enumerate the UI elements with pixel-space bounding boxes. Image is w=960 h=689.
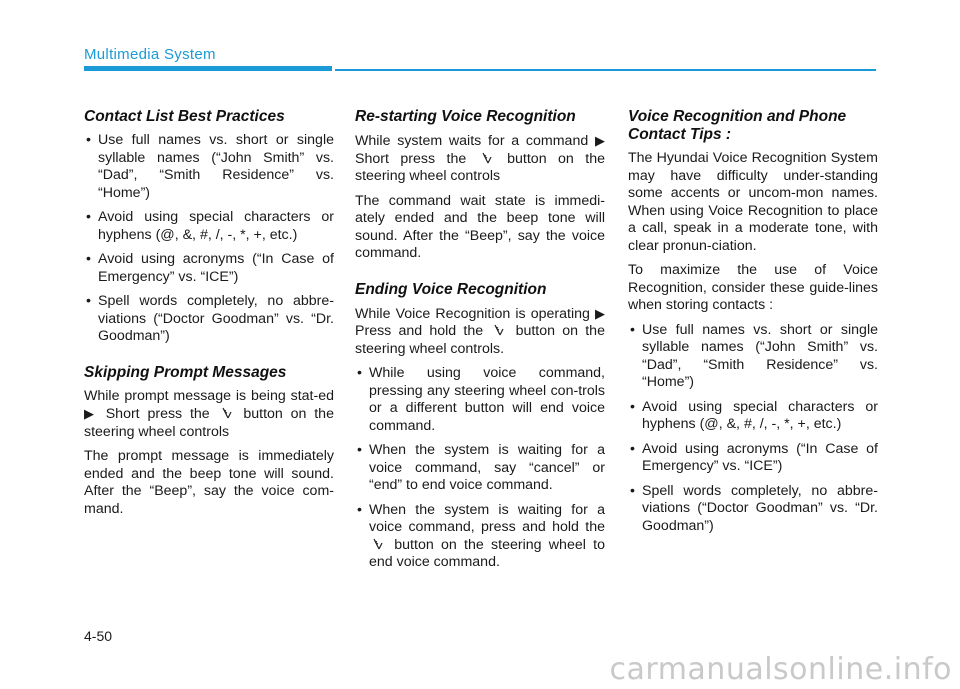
- paragraph: [355, 132, 605, 186]
- text-run: button on the steering wheel controls: [355, 150, 605, 184]
- list-item: • Avoid using acronyms (“In Case of Emergency” vs. “ICE”): [84, 251, 334, 286]
- column-2: [355, 108, 605, 579]
- play-arrow-icon: ▶: [595, 133, 605, 148]
- text-run: button on the steering wheel controls.: [355, 323, 605, 357]
- heading-ending-voice: Ending Voice Recognition: [355, 280, 547, 298]
- paragraph: [84, 388, 334, 442]
- text-run: button on the steering wheel to end voice command.: [369, 536, 605, 570]
- text-run: Short press the: [105, 406, 210, 422]
- text-run: When the system is waiting for a voice command, press and hold the: [369, 501, 605, 535]
- contact-list-bullets: [84, 132, 334, 346]
- watermark: carmanualsonline.info: [609, 652, 952, 687]
- list-item: • Use full names vs. short or single syllable names (“John Smith” vs. “Dad”, “Smith Residence” vs. “Home”): [84, 132, 334, 202]
- text-run: While Voice Recognition is operating: [355, 305, 590, 322]
- paragraph: The Hyundai Voice Recognition System may have difficulty under-standing some accents or uncom-mon names. When using Voice Recognition to place a call, speak in a moderate tone, with clear pronun-ciation.: [628, 150, 878, 254]
- text-run: While system waits for a command: [355, 133, 589, 149]
- heading-voice-phone-tips: Voice Recognition and Phone Contact Tips :: [628, 108, 847, 143]
- voice-recognition-icon: [220, 406, 234, 420]
- list-item: • Spell words completely, no abbre-viations (“Doctor Goodman” vs. “Dr. Goodman”): [84, 293, 334, 346]
- list-item: [355, 502, 605, 572]
- paragraph: The command wait state is immedi-ately ended and the beep tone will sound. After the “Beep”, say the voice command.: [355, 192, 605, 261]
- play-arrow-icon: ▶: [594, 305, 605, 321]
- text-run: Press and hold the: [355, 323, 484, 339]
- text-run: Short press the: [355, 150, 467, 167]
- list-item: • Use full names vs. short or single syllable names (“John Smith” vs. “Dad”, “Smith Residence” vs. “Home”): [628, 322, 878, 392]
- voice-recognition-icon: [371, 537, 385, 551]
- list-item: • Spell words completely, no abbre-viations (“Doctor Goodman” vs. “Dr. Goodman”): [628, 483, 878, 536]
- contact-tips-bullets: [628, 322, 878, 536]
- list-item: • Avoid using special characters or hyphens (@, &, #, /, -, *, +, etc.): [84, 209, 334, 244]
- heading-contact-list: Contact List Best Practices: [84, 108, 285, 125]
- paragraph: The prompt message is immediately ended and the beep tone will sound. After the “Beep”, say the voice com-mand.: [84, 448, 334, 517]
- column-3: [628, 108, 878, 542]
- header-bar-thick: [84, 66, 332, 71]
- heading-skipping-prompt: Skipping Prompt Messages: [84, 363, 287, 381]
- text-run: button on the steering wheel controls: [84, 406, 334, 440]
- paragraph: To maximize the use of Voice Recognition, consider these guide-lines when storing contacts :: [628, 262, 878, 313]
- heading-restarting-voice: Re-starting Voice Recognition: [355, 108, 576, 125]
- section-header: Multimedia System: [84, 46, 216, 63]
- list-item: • Avoid using special characters or hyphens (@, &, #, /, -, *, +, etc.): [628, 399, 878, 434]
- paragraph: [355, 305, 605, 359]
- ending-voice-bullets: [355, 365, 605, 572]
- list-item: • When the system is waiting for a voice command, say “cancel” or “end” to end voice command.: [355, 442, 605, 495]
- page-number: 4-50: [84, 628, 113, 644]
- list-item: • Avoid using acronyms (“In Case of Emergency” vs. “ICE”): [628, 441, 878, 476]
- text-run: While prompt message is being stat-ed: [84, 387, 334, 404]
- play-arrow-icon: ▶: [84, 406, 98, 421]
- column-1: [84, 108, 334, 525]
- voice-recognition-icon: [480, 151, 494, 165]
- voice-recognition-icon: [492, 323, 506, 337]
- list-item: • While using voice command, pressing any steering wheel con-trols or a different button will end voice command.: [355, 365, 605, 435]
- header-bar-thin: [335, 69, 876, 71]
